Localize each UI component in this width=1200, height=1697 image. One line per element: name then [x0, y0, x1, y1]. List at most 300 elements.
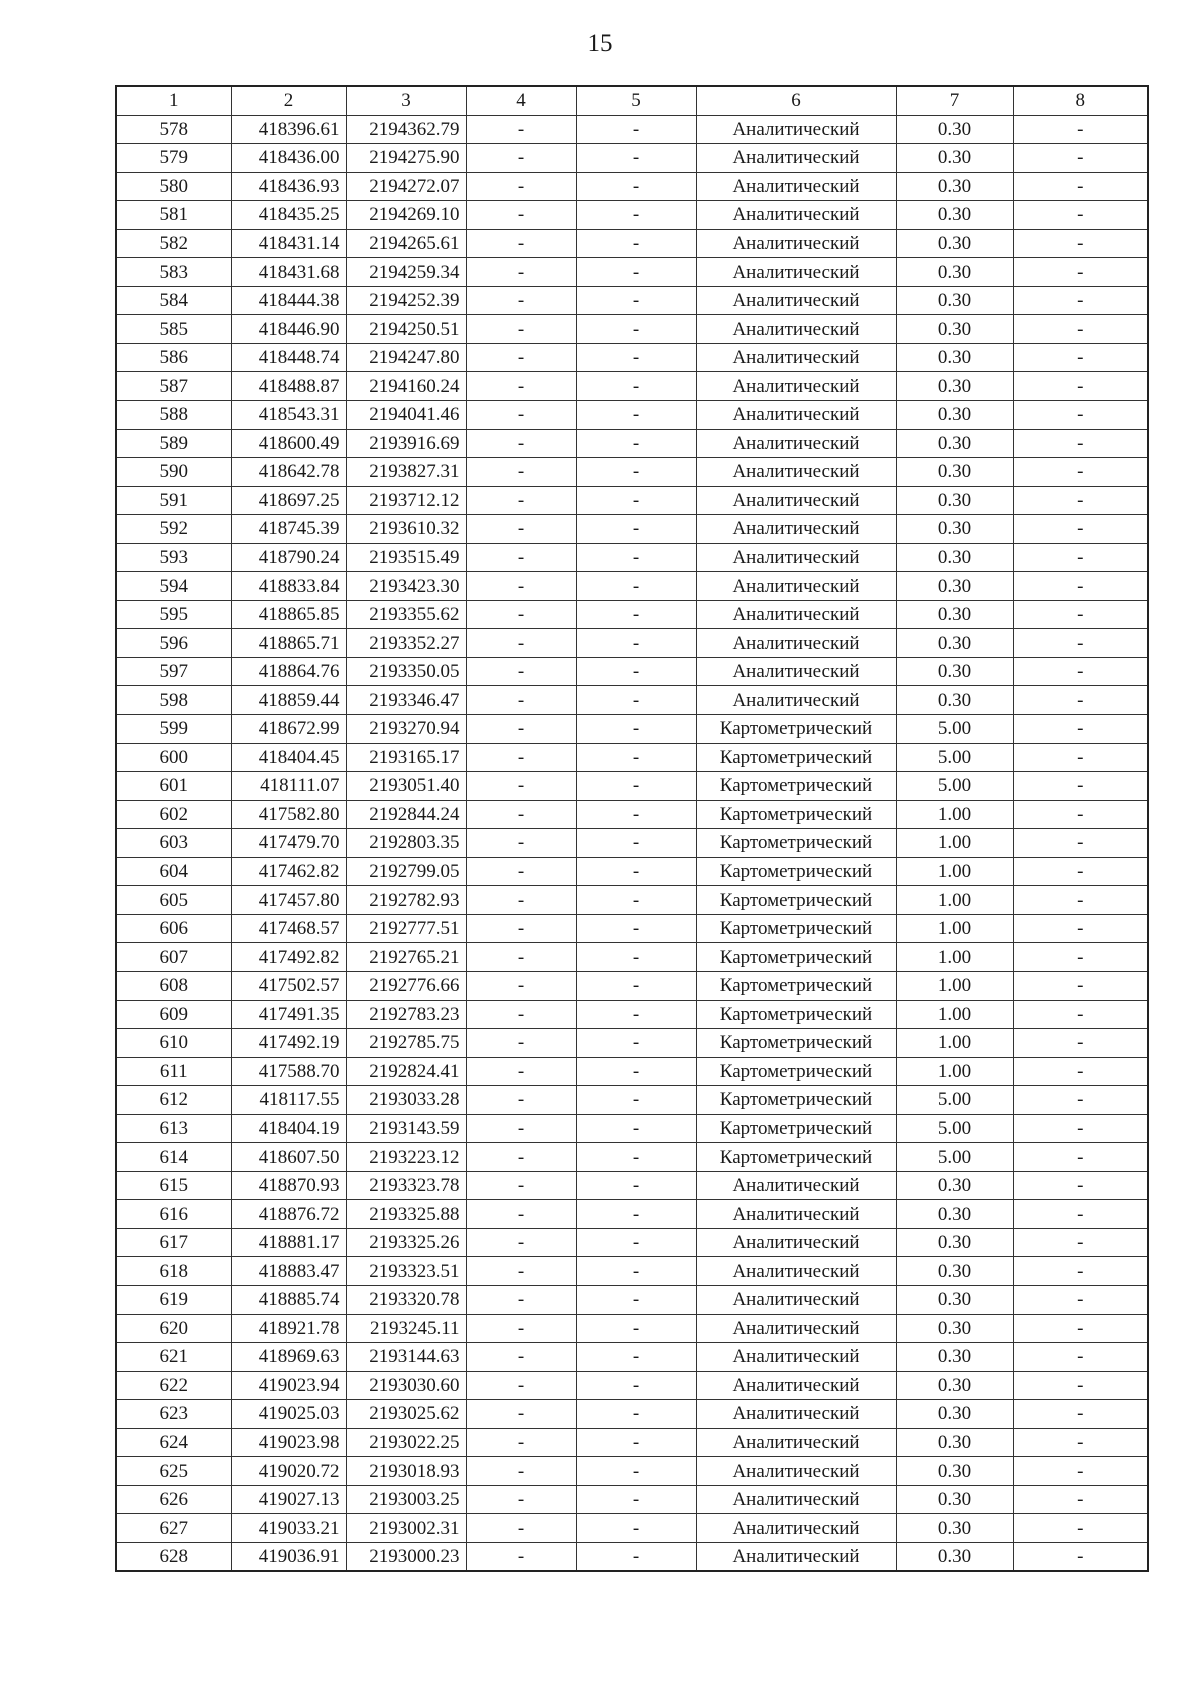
point-number-cell: 611 — [116, 1057, 231, 1086]
coord-x-cell: 417588.70 — [231, 1057, 346, 1086]
method-cell: Аналитический — [696, 201, 896, 230]
col-5-cell: - — [576, 743, 696, 772]
col-4-cell: - — [466, 1542, 576, 1571]
table-row — [116, 1114, 1148, 1143]
col-8-cell: - — [1013, 715, 1148, 744]
page-number: 15 — [587, 30, 613, 57]
col-8-cell: - — [1013, 144, 1148, 173]
table-row — [116, 1542, 1148, 1571]
accuracy-cell: 0.30 — [896, 401, 1013, 430]
method-cell: Аналитический — [696, 1343, 896, 1372]
col-5-cell: - — [576, 1000, 696, 1029]
method-cell: Аналитический — [696, 543, 896, 572]
col-4-cell: - — [466, 1428, 576, 1457]
coord-y-cell: 2194275.90 — [346, 144, 466, 173]
col-5-cell: - — [576, 458, 696, 487]
col-4-cell: - — [466, 743, 576, 772]
col-8-cell: - — [1013, 1542, 1148, 1571]
col-4-cell: - — [466, 800, 576, 829]
accuracy-cell: 0.30 — [896, 600, 1013, 629]
coord-x-cell: 418543.31 — [231, 401, 346, 430]
table-row — [116, 971, 1148, 1000]
col-4-cell: - — [466, 1371, 576, 1400]
col-5-cell: - — [576, 258, 696, 287]
accuracy-cell: 0.30 — [896, 1314, 1013, 1343]
table-row — [116, 772, 1148, 801]
method-cell: Картометрический — [696, 1086, 896, 1115]
col-4-cell: - — [466, 486, 576, 515]
col-8-cell: - — [1013, 515, 1148, 544]
method-cell: Аналитический — [696, 486, 896, 515]
method-cell: Аналитический — [696, 1400, 896, 1429]
coord-x-cell: 417479.70 — [231, 829, 346, 858]
accuracy-cell: 0.30 — [896, 657, 1013, 686]
col-8-cell: - — [1013, 229, 1148, 258]
col-4-cell: - — [466, 144, 576, 173]
coord-y-cell: 2194252.39 — [346, 286, 466, 315]
coord-y-cell: 2192782.93 — [346, 886, 466, 915]
coord-x-cell: 418607.50 — [231, 1143, 346, 1172]
coord-y-cell: 2192844.24 — [346, 800, 466, 829]
coord-x-cell: 418885.74 — [231, 1285, 346, 1314]
accuracy-cell: 0.30 — [896, 1485, 1013, 1514]
col-4-cell: - — [466, 772, 576, 801]
table-row — [116, 1314, 1148, 1343]
point-number-cell: 599 — [116, 715, 231, 744]
coord-x-cell: 418404.45 — [231, 743, 346, 772]
col-5-cell: - — [576, 629, 696, 658]
coord-y-cell: 2193022.25 — [346, 1428, 466, 1457]
point-number-cell: 605 — [116, 886, 231, 915]
col-4-cell: - — [466, 429, 576, 458]
coord-x-cell: 419036.91 — [231, 1542, 346, 1571]
method-cell: Картометрический — [696, 1143, 896, 1172]
coord-y-cell: 2193610.32 — [346, 515, 466, 544]
col-8-cell: - — [1013, 429, 1148, 458]
col-4-cell: - — [466, 1171, 576, 1200]
col-5-cell: - — [576, 429, 696, 458]
col-4-cell: - — [466, 1314, 576, 1343]
accuracy-cell: 0.30 — [896, 372, 1013, 401]
accuracy-cell: 1.00 — [896, 1000, 1013, 1029]
col-8-cell: - — [1013, 1457, 1148, 1486]
accuracy-cell: 0.30 — [896, 1514, 1013, 1543]
accuracy-cell: 0.30 — [896, 1257, 1013, 1286]
coord-y-cell: 2193423.30 — [346, 572, 466, 601]
coord-x-cell: 418404.19 — [231, 1114, 346, 1143]
coord-y-cell: 2193325.88 — [346, 1200, 466, 1229]
col-4-cell: - — [466, 1257, 576, 1286]
accuracy-cell: 1.00 — [896, 971, 1013, 1000]
accuracy-cell: 1.00 — [896, 914, 1013, 943]
coord-y-cell: 2194041.46 — [346, 401, 466, 430]
col-8-cell: - — [1013, 543, 1148, 572]
col-8-cell: - — [1013, 201, 1148, 230]
point-number-cell: 615 — [116, 1171, 231, 1200]
accuracy-cell: 1.00 — [896, 943, 1013, 972]
coord-x-cell: 419033.21 — [231, 1514, 346, 1543]
coord-x-cell: 418881.17 — [231, 1228, 346, 1257]
coord-y-cell: 2193002.31 — [346, 1514, 466, 1543]
table-row — [116, 286, 1148, 315]
table-row — [116, 543, 1148, 572]
col-4-cell: - — [466, 286, 576, 315]
col-8-cell: - — [1013, 572, 1148, 601]
col-4-cell: - — [466, 1029, 576, 1058]
method-cell: Картометрический — [696, 1114, 896, 1143]
col-4-cell: - — [466, 857, 576, 886]
method-cell: Картометрический — [696, 1029, 896, 1058]
point-number-cell: 606 — [116, 914, 231, 943]
coord-x-cell: 419027.13 — [231, 1485, 346, 1514]
point-number-cell: 622 — [116, 1371, 231, 1400]
coord-x-cell: 418921.78 — [231, 1314, 346, 1343]
accuracy-cell: 1.00 — [896, 1029, 1013, 1058]
table-row — [116, 1000, 1148, 1029]
col-5-cell: - — [576, 401, 696, 430]
coord-y-cell: 2193325.26 — [346, 1228, 466, 1257]
table-row — [116, 715, 1148, 744]
point-number-cell: 610 — [116, 1029, 231, 1058]
method-cell: Аналитический — [696, 144, 896, 173]
table-row — [116, 144, 1148, 173]
coord-y-cell: 2194362.79 — [346, 115, 466, 144]
col-5-cell: - — [576, 286, 696, 315]
point-number-cell: 619 — [116, 1285, 231, 1314]
method-cell: Аналитический — [696, 372, 896, 401]
col-5-cell: - — [576, 1343, 696, 1372]
col-4-cell: - — [466, 686, 576, 715]
table-row — [116, 343, 1148, 372]
col-5-cell: - — [576, 1171, 696, 1200]
col-8-cell: - — [1013, 1029, 1148, 1058]
point-number-cell: 597 — [116, 657, 231, 686]
col-8-cell: - — [1013, 1143, 1148, 1172]
point-number-cell: 624 — [116, 1428, 231, 1457]
coord-y-cell: 2193051.40 — [346, 772, 466, 801]
table-row — [116, 429, 1148, 458]
coord-y-cell: 2193000.23 — [346, 1542, 466, 1571]
coord-y-cell: 2193916.69 — [346, 429, 466, 458]
method-cell: Аналитический — [696, 600, 896, 629]
coord-x-cell: 418790.24 — [231, 543, 346, 572]
column-header: 8 — [1013, 86, 1148, 115]
coord-y-cell: 2192783.23 — [346, 1000, 466, 1029]
col-8-cell: - — [1013, 1371, 1148, 1400]
coord-x-cell: 417462.82 — [231, 857, 346, 886]
col-8-cell: - — [1013, 943, 1148, 972]
coord-y-cell: 2193245.11 — [346, 1314, 466, 1343]
point-number-cell: 614 — [116, 1143, 231, 1172]
col-5-cell: - — [576, 800, 696, 829]
point-number-cell: 584 — [116, 286, 231, 315]
col-4-cell: - — [466, 1114, 576, 1143]
table-row — [116, 258, 1148, 287]
table-row — [116, 401, 1148, 430]
column-header: 2 — [231, 86, 346, 115]
coord-x-cell: 418396.61 — [231, 115, 346, 144]
col-5-cell: - — [576, 1371, 696, 1400]
col-4-cell: - — [466, 1457, 576, 1486]
point-number-cell: 589 — [116, 429, 231, 458]
coord-y-cell: 2193320.78 — [346, 1285, 466, 1314]
coord-x-cell: 418600.49 — [231, 429, 346, 458]
method-cell: Картометрический — [696, 943, 896, 972]
method-cell: Аналитический — [696, 286, 896, 315]
col-5-cell: - — [576, 543, 696, 572]
column-header: 1 — [116, 86, 231, 115]
accuracy-cell: 0.30 — [896, 686, 1013, 715]
col-8-cell: - — [1013, 1171, 1148, 1200]
table-row — [116, 1257, 1148, 1286]
accuracy-cell: 5.00 — [896, 743, 1013, 772]
table-row — [116, 1228, 1148, 1257]
coord-x-cell: 418883.47 — [231, 1257, 346, 1286]
point-number-cell: 592 — [116, 515, 231, 544]
coord-y-cell: 2193025.62 — [346, 1400, 466, 1429]
col-5-cell: - — [576, 1143, 696, 1172]
col-8-cell: - — [1013, 115, 1148, 144]
accuracy-cell: 0.30 — [896, 486, 1013, 515]
coord-x-cell: 418431.68 — [231, 258, 346, 287]
col-5-cell: - — [576, 1200, 696, 1229]
col-4-cell: - — [466, 458, 576, 487]
coord-x-cell: 417468.57 — [231, 914, 346, 943]
col-4-cell: - — [466, 1400, 576, 1429]
coord-y-cell: 2192824.41 — [346, 1057, 466, 1086]
coord-y-cell: 2193033.28 — [346, 1086, 466, 1115]
coord-x-cell: 419025.03 — [231, 1400, 346, 1429]
table-row — [116, 743, 1148, 772]
accuracy-cell: 0.30 — [896, 429, 1013, 458]
point-number-cell: 625 — [116, 1457, 231, 1486]
table-row — [116, 1200, 1148, 1229]
method-cell: Аналитический — [696, 515, 896, 544]
col-4-cell: - — [466, 515, 576, 544]
col-5-cell: - — [576, 657, 696, 686]
table-row — [116, 1371, 1148, 1400]
col-4-cell: - — [466, 258, 576, 287]
col-4-cell: - — [466, 657, 576, 686]
point-number-cell: 601 — [116, 772, 231, 801]
coord-y-cell: 2193355.62 — [346, 600, 466, 629]
table-row — [116, 1086, 1148, 1115]
table-row — [116, 914, 1148, 943]
col-4-cell: - — [466, 115, 576, 144]
col-5-cell: - — [576, 315, 696, 344]
col-8-cell: - — [1013, 857, 1148, 886]
coord-x-cell: 417491.35 — [231, 1000, 346, 1029]
col-4-cell: - — [466, 1228, 576, 1257]
col-5-cell: - — [576, 829, 696, 858]
accuracy-cell: 5.00 — [896, 715, 1013, 744]
col-8-cell: - — [1013, 657, 1148, 686]
table-row — [116, 1343, 1148, 1372]
point-number-cell: 621 — [116, 1343, 231, 1372]
col-4-cell: - — [466, 1000, 576, 1029]
col-8-cell: - — [1013, 343, 1148, 372]
col-5-cell: - — [576, 144, 696, 173]
coord-x-cell: 418446.90 — [231, 315, 346, 344]
col-8-cell: - — [1013, 1514, 1148, 1543]
method-cell: Картометрический — [696, 971, 896, 1000]
col-4-cell: - — [466, 201, 576, 230]
column-header: 5 — [576, 86, 696, 115]
col-8-cell: - — [1013, 829, 1148, 858]
method-cell: Аналитический — [696, 429, 896, 458]
col-5-cell: - — [576, 857, 696, 886]
table-row — [116, 686, 1148, 715]
coord-y-cell: 2193030.60 — [346, 1371, 466, 1400]
col-5-cell: - — [576, 715, 696, 744]
table-row — [116, 1485, 1148, 1514]
col-4-cell: - — [466, 1285, 576, 1314]
table-row — [116, 515, 1148, 544]
col-5-cell: - — [576, 115, 696, 144]
accuracy-cell: 0.30 — [896, 1400, 1013, 1429]
coord-y-cell: 2193346.47 — [346, 686, 466, 715]
coord-y-cell: 2193003.25 — [346, 1485, 466, 1514]
method-cell: Аналитический — [696, 343, 896, 372]
accuracy-cell: 0.30 — [896, 172, 1013, 201]
method-cell: Аналитический — [696, 1200, 896, 1229]
col-4-cell: - — [466, 829, 576, 858]
point-number-cell: 579 — [116, 144, 231, 173]
coord-x-cell: 418864.76 — [231, 657, 346, 686]
col-4-cell: - — [466, 372, 576, 401]
accuracy-cell: 0.30 — [896, 629, 1013, 658]
coord-x-cell: 418833.84 — [231, 572, 346, 601]
col-4-cell: - — [466, 572, 576, 601]
col-5-cell: - — [576, 1285, 696, 1314]
method-cell: Аналитический — [696, 1257, 896, 1286]
table-row — [116, 201, 1148, 230]
coord-x-cell: 418697.25 — [231, 486, 346, 515]
col-5-cell: - — [576, 600, 696, 629]
col-8-cell: - — [1013, 686, 1148, 715]
accuracy-cell: 0.30 — [896, 1343, 1013, 1372]
point-number-cell: 613 — [116, 1114, 231, 1143]
column-header: 3 — [346, 86, 466, 115]
col-8-cell: - — [1013, 1228, 1148, 1257]
coord-x-cell: 419023.98 — [231, 1428, 346, 1457]
col-4-cell: - — [466, 1200, 576, 1229]
col-4-cell: - — [466, 343, 576, 372]
point-number-cell: 591 — [116, 486, 231, 515]
point-number-cell: 596 — [116, 629, 231, 658]
coord-x-cell: 418642.78 — [231, 458, 346, 487]
point-number-cell: 600 — [116, 743, 231, 772]
coord-x-cell: 419023.94 — [231, 1371, 346, 1400]
point-number-cell: 583 — [116, 258, 231, 287]
col-8-cell: - — [1013, 1200, 1148, 1229]
coord-y-cell: 2193827.31 — [346, 458, 466, 487]
table-row — [116, 372, 1148, 401]
accuracy-cell: 0.30 — [896, 1457, 1013, 1486]
coord-x-cell: 418111.07 — [231, 772, 346, 801]
method-cell: Аналитический — [696, 401, 896, 430]
coord-x-cell: 418672.99 — [231, 715, 346, 744]
accuracy-cell: 1.00 — [896, 857, 1013, 886]
col-4-cell: - — [466, 543, 576, 572]
point-number-cell: 609 — [116, 1000, 231, 1029]
point-number-cell: 618 — [116, 1257, 231, 1286]
method-cell: Аналитический — [696, 1371, 896, 1400]
coord-y-cell: 2194272.07 — [346, 172, 466, 201]
col-4-cell: - — [466, 315, 576, 344]
col-8-cell: - — [1013, 1086, 1148, 1115]
table-row — [116, 458, 1148, 487]
accuracy-cell: 0.30 — [896, 286, 1013, 315]
accuracy-cell: 0.30 — [896, 1200, 1013, 1229]
col-5-cell: - — [576, 1400, 696, 1429]
col-5-cell: - — [576, 229, 696, 258]
col-5-cell: - — [576, 971, 696, 1000]
table-row — [116, 1457, 1148, 1486]
col-4-cell: - — [466, 914, 576, 943]
table-row — [116, 857, 1148, 886]
col-5-cell: - — [576, 1086, 696, 1115]
table-row — [116, 829, 1148, 858]
col-5-cell: - — [576, 1314, 696, 1343]
accuracy-cell: 0.30 — [896, 1542, 1013, 1571]
point-number-cell: 616 — [116, 1200, 231, 1229]
method-cell: Аналитический — [696, 657, 896, 686]
table-row — [116, 1029, 1148, 1058]
point-number-cell: 581 — [116, 201, 231, 230]
coord-y-cell: 2193712.12 — [346, 486, 466, 515]
col-8-cell: - — [1013, 914, 1148, 943]
col-8-cell: - — [1013, 286, 1148, 315]
col-5-cell: - — [576, 943, 696, 972]
coord-y-cell: 2192785.75 — [346, 1029, 466, 1058]
table-row — [116, 1514, 1148, 1543]
method-cell: Картометрический — [696, 886, 896, 915]
method-cell: Аналитический — [696, 258, 896, 287]
method-cell: Аналитический — [696, 229, 896, 258]
col-4-cell: - — [466, 886, 576, 915]
method-cell: Картометрический — [696, 743, 896, 772]
point-number-cell: 612 — [116, 1086, 231, 1115]
table-row — [116, 886, 1148, 915]
coord-y-cell: 2192765.21 — [346, 943, 466, 972]
method-cell: Аналитический — [696, 1514, 896, 1543]
coord-y-cell: 2193270.94 — [346, 715, 466, 744]
coord-x-cell: 418431.14 — [231, 229, 346, 258]
accuracy-cell: 0.30 — [896, 315, 1013, 344]
coord-x-cell: 418448.74 — [231, 343, 346, 372]
coord-x-cell: 418436.00 — [231, 144, 346, 173]
coord-y-cell: 2194259.34 — [346, 258, 466, 287]
method-cell: Картометрический — [696, 715, 896, 744]
coord-x-cell: 418444.38 — [231, 286, 346, 315]
col-8-cell: - — [1013, 1343, 1148, 1372]
coord-y-cell: 2193018.93 — [346, 1457, 466, 1486]
coord-y-cell: 2193165.17 — [346, 743, 466, 772]
accuracy-cell: 0.30 — [896, 1228, 1013, 1257]
coord-y-cell: 2194160.24 — [346, 372, 466, 401]
accuracy-cell: 0.30 — [896, 144, 1013, 173]
point-number-cell: 627 — [116, 1514, 231, 1543]
table-row — [116, 1057, 1148, 1086]
point-number-cell: 604 — [116, 857, 231, 886]
point-number-cell: 590 — [116, 458, 231, 487]
method-cell: Аналитический — [696, 458, 896, 487]
method-cell: Аналитический — [696, 1485, 896, 1514]
coord-x-cell: 418969.63 — [231, 1343, 346, 1372]
coord-y-cell: 2192799.05 — [346, 857, 466, 886]
column-header: 4 — [466, 86, 576, 115]
